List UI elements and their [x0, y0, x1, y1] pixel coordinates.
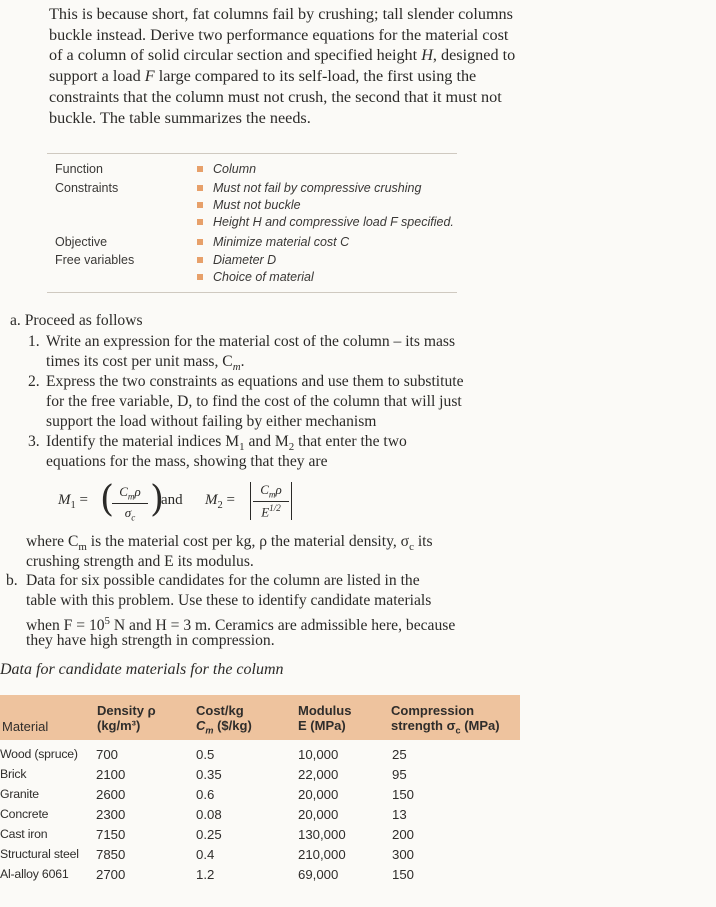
cell-modulus: 20,000 — [298, 787, 339, 802]
cell-cost: 0.35 — [196, 767, 222, 782]
cell-material: Brick — [0, 767, 27, 781]
cell-cost: 0.6 — [196, 787, 215, 802]
bullet-icon — [197, 166, 203, 172]
item-constraint-buckle: Must not buckle — [197, 198, 301, 212]
table-row — [0, 807, 520, 827]
bullet-icon — [197, 202, 203, 208]
intro-text-3: large compared to its self-load, the first using the constraints that the column must not crush, the second that it must not buckle. The table summarizes the needs. — [49, 67, 502, 127]
header-strength: Compression strength $\sigma_c$ (MPa) — [391, 703, 500, 736]
requirements-table — [47, 153, 457, 293]
cell-strength: 25 — [392, 747, 407, 762]
step-1-line-1: Write an expression for the material cost of the column – its mass — [46, 333, 456, 350]
cell-density: 2700 — [96, 867, 126, 882]
cell-modulus: 69,000 — [298, 867, 339, 882]
cell-modulus: 22,000 — [298, 767, 339, 782]
material-index-formula — [58, 480, 298, 528]
item-constraint-crushing: Must not fail by compressive crushing — [197, 181, 421, 195]
intro-text-1: This is because short, fat columns fail by crushing; tall slender columns buckle instead. Derive two performance equations for the material cost of a column of solid circular section and specified height — [49, 5, 513, 65]
table-row — [0, 867, 520, 887]
m1-symbol: $M_1$ = — [58, 492, 88, 511]
header-cost: Cost/kg $C_m$ ($/kg) — [196, 703, 252, 736]
left-paren: ( — [100, 479, 115, 520]
bullet-icon — [197, 219, 203, 225]
table-row — [0, 847, 520, 867]
table-row — [0, 767, 520, 787]
cell-density: 7850 — [96, 847, 126, 862]
bullet-icon — [197, 185, 203, 191]
cell-material: Granite — [0, 787, 39, 801]
candidate-materials-table — [0, 695, 520, 895]
var-h: H — [421, 46, 433, 65]
item-material-choice: Choice of material — [197, 270, 314, 284]
part-a-intro: a. Proceed as follows — [10, 312, 143, 329]
bullet-icon — [197, 274, 203, 280]
part-b-line-2: table with this problem. Use these to identify candidate materials — [26, 592, 432, 609]
m2-symbol: $M_2$ = — [205, 492, 235, 511]
right-paren: ) — [150, 479, 165, 520]
part-b-line-4: they have high strength in compression. — [26, 632, 275, 649]
part-b-line-3: when $F = 10^5$ N and H = 3 m. Ceramics are admissible here, because — [26, 615, 456, 635]
table-row — [0, 827, 520, 847]
fraction-2: $C_m\rho$ $E^{1/2}$ — [250, 482, 292, 520]
step-1-number: 1. — [28, 333, 40, 350]
cell-strength: 95 — [392, 767, 407, 782]
step-3-number: 3. — [28, 433, 40, 450]
cell-modulus: 20,000 — [298, 807, 339, 822]
where-line-1: where $C_m$ is the material cost per kg, ρ the material density, $\sigma_c$ its — [26, 533, 433, 554]
cell-modulus: 10,000 — [298, 747, 339, 762]
cell-modulus: 130,000 — [298, 827, 346, 842]
cell-strength: 300 — [392, 847, 415, 862]
item-diameter: Diameter D — [197, 253, 276, 267]
cell-density: 700 — [96, 747, 119, 762]
cell-cost: 0.4 — [196, 847, 215, 862]
intro-text-2: , designed to support a load — [49, 46, 516, 86]
data-table-caption: Data for candidate materials for the column — [0, 661, 284, 678]
bullet-icon — [197, 257, 203, 263]
step-2-line-1: Express the two constraints as equations and use them to substitute — [46, 373, 464, 390]
cell-cost: 0.08 — [196, 807, 222, 822]
step-3-line-2: equations for the mass, showing that they are — [46, 453, 328, 470]
table-row — [0, 747, 520, 767]
item-column: Column — [197, 162, 256, 176]
cell-cost: 0.25 — [196, 827, 222, 842]
and-word: and — [161, 492, 183, 508]
header-material: Material — [2, 719, 49, 734]
label-objective: Objective — [55, 235, 108, 249]
label-free-variables: Free variables — [55, 253, 135, 267]
step-3-line-1: Identify the material indices $M_1$ and $M_2$ that enter the two — [46, 433, 407, 454]
cell-modulus: 210,000 — [298, 847, 346, 862]
step-2-number: 2. — [28, 373, 40, 390]
item-constraint-height: Height H and compressive load F specified. — [197, 215, 454, 229]
cell-strength: 200 — [392, 827, 415, 842]
cell-material: Cast iron — [0, 827, 48, 841]
label-constraints: Constraints — [55, 181, 119, 195]
cell-cost: 1.2 — [196, 867, 215, 882]
header-density: Density ρ (kg/m³) — [97, 703, 156, 733]
cell-strength: 13 — [392, 807, 407, 822]
var-f: F — [144, 67, 155, 86]
cell-strength: 150 — [392, 787, 415, 802]
step-2-line-2: for the free variable, D, to find the cost of the column that will just — [46, 393, 462, 410]
part-b-label: b. — [6, 572, 18, 589]
intro-paragraph — [49, 4, 519, 128]
header-modulus: Modulus E (MPa) — [298, 703, 352, 733]
cell-density: 7150 — [96, 827, 126, 842]
item-objective: Minimize material cost C — [197, 235, 349, 249]
cell-material: Al-alloy 6061 — [0, 867, 69, 881]
cell-density: 2300 — [96, 807, 126, 822]
fraction-1: $C_m\rho$ $\sigma_c$ — [112, 484, 148, 522]
cell-density: 2100 — [96, 767, 126, 782]
cell-material: Concrete — [0, 807, 49, 821]
step-1-line-2: times its cost per unit mass, $C_m$. — [46, 353, 245, 374]
cell-cost: 0.5 — [196, 747, 215, 762]
table-row — [0, 787, 520, 807]
cell-material: Structural steel — [0, 847, 79, 861]
cell-density: 2600 — [96, 787, 126, 802]
cell-material: Wood (spruce) — [0, 747, 78, 761]
where-line-2: crushing strength and E its modulus. — [26, 553, 254, 570]
bullet-icon — [197, 239, 203, 245]
label-function: Function — [55, 162, 103, 176]
cell-strength: 150 — [392, 867, 415, 882]
step-2-line-3: support the load without failing by either mechanism — [46, 413, 377, 430]
part-b-line-1: Data for six possible candidates for the column are listed in the — [26, 572, 420, 589]
